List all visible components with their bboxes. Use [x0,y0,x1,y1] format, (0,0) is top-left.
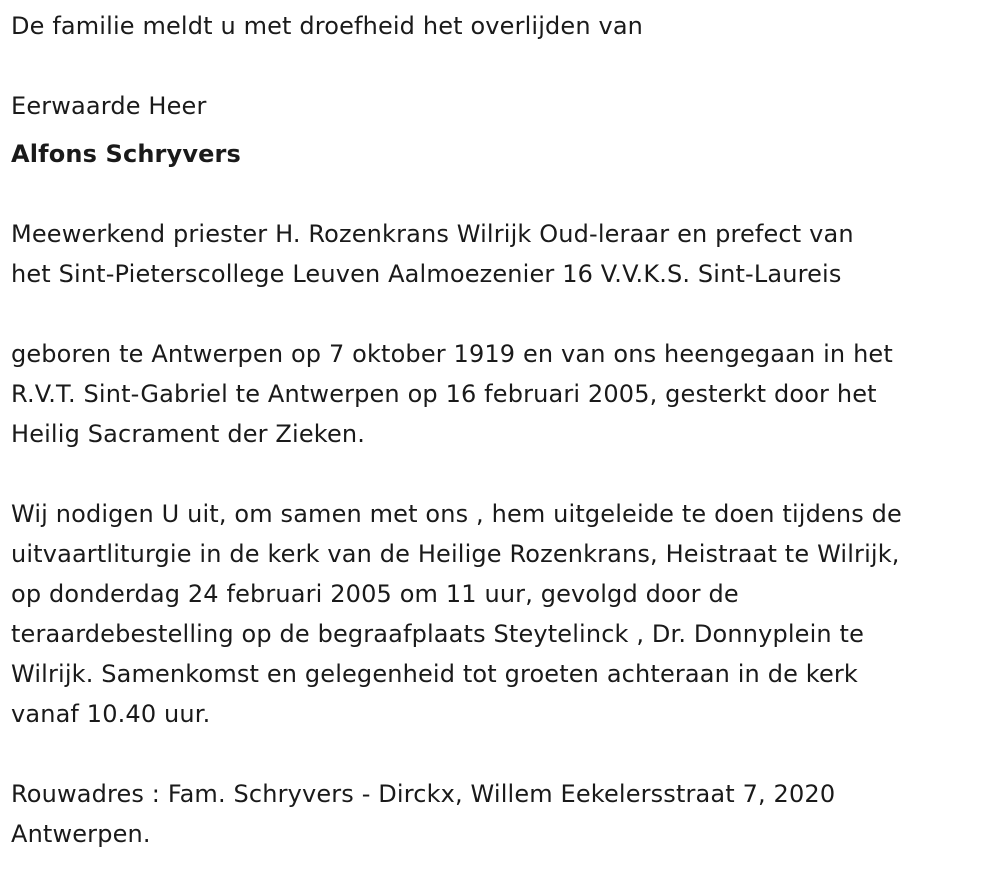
invitation-line: op donderdag 24 februari 2005 om 11 uur, gevolgd door de [11,580,739,608]
functions-line: het Sint-Pieterscollege Leuven Aalmoezenier 16 V.V.K.S. Sint-Laureis [11,260,842,288]
invitation-line: uitvaartliturgie in de kerk van de Heilige Rozenkrans, Heistraat te Wilrijk, [11,540,900,568]
functions-line: Meewerkend priester H. Rozenkrans Wilrijk Oud-leraar en prefect van [11,220,854,248]
honorific-title [11,86,206,126]
invitation-line: vanaf 10.40 uur. [11,700,211,728]
deceased-name [11,134,241,174]
intro-text [11,6,643,46]
address-line: Antwerpen. [11,820,151,848]
name-line: Alfons Schryvers [11,140,241,168]
birth-death-line: geboren te Antwerpen op 7 oktober 1919 en van ons heengegaan in het [11,340,893,368]
invitation-line: teraardebestelling op de begraafplaats Steytelinck , Dr. Donnyplein te [11,620,865,648]
birth-death-paragraph [11,334,893,454]
mourning-address [11,774,835,854]
intro-line: De familie meldt u met droefheid het overlijden van [11,12,644,40]
birth-death-line: R.V.T. Sint-Gabriel te Antwerpen op 16 februari 2005, gesterkt door het [11,380,877,408]
birth-death-line: Heilig Sacrament der Zieken. [11,420,366,448]
invitation-line: Wilrijk. Samenkomst en gelegenheid tot groeten achteraan in de kerk [11,660,858,688]
functions-paragraph [11,214,854,294]
invitation-paragraph [11,494,902,734]
invitation-line: Wij nodigen U uit, om samen met ons , hem uitgeleide te doen tijdens de [11,500,902,528]
address-line: Rouwadres : Fam. Schryvers - Dirckx, Willem Eekelersstraat 7, 2020 [11,780,836,808]
title-line: Eerwaarde Heer [11,92,207,120]
